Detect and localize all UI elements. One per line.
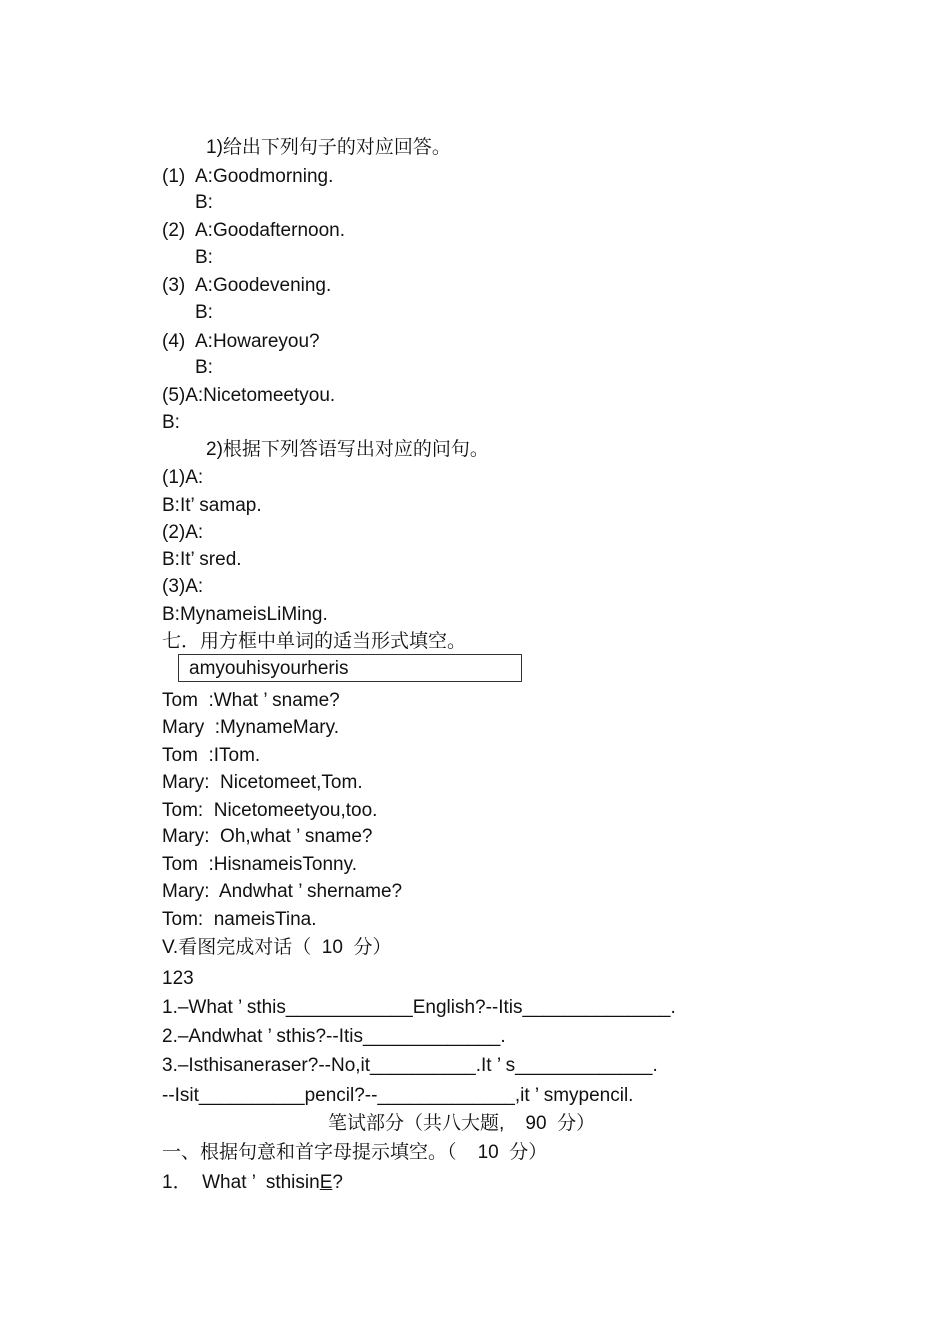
- section1-heading: 1)给出下列句子的对应回答。: [206, 137, 451, 158]
- item5-b: B:: [162, 412, 180, 433]
- dialogue-line: Tom :What ’ sname?: [162, 690, 340, 711]
- q1-prefix: 1． What ’ sthisin: [162, 1172, 320, 1193]
- item4-num: (4): [162, 331, 186, 352]
- item2-num: (2): [162, 220, 186, 241]
- dialogue-line: Tom: Nicetomeetyou,too.: [162, 800, 378, 821]
- s2-line: (1)A:: [162, 467, 204, 488]
- s2-line: B:It’ samap.: [162, 495, 262, 516]
- fill-line: 1.–What ’ sthis____________English?--Itis______________.: [162, 997, 676, 1018]
- fill-line: 2.–Andwhat ’ sthis?--Itis_____________.: [162, 1026, 506, 1047]
- dialogue-line: Mary: Andwhat ’ shername?: [162, 881, 403, 902]
- item1-a: A:Goodmorning.: [195, 166, 334, 187]
- s2-line: (3)A:: [162, 576, 204, 597]
- dialogue-line: Mary: Oh,what ’ sname?: [162, 826, 373, 847]
- dialogue-line: Tom :ITom.: [162, 745, 261, 766]
- item5-a: (5)A:Nicetomeetyou.: [162, 385, 336, 406]
- s2-line: B:MynameisLiMing.: [162, 604, 328, 625]
- item2-b: B:: [195, 247, 213, 268]
- picture-numbers: 123: [162, 968, 194, 989]
- section7-heading: 七．用方框中单词的适当形式填空。: [162, 631, 467, 652]
- q1-hint-letter: E: [319, 1172, 333, 1193]
- item3-num: (3): [162, 275, 186, 296]
- section5-heading: V.看图完成对话（ 10 分）: [162, 937, 392, 958]
- item3-b: B:: [195, 302, 213, 323]
- s2-line: (2)A:: [162, 522, 204, 543]
- question-1: [162, 1171, 343, 1195]
- dialogue-line: Tom :HisnameisTonny.: [162, 854, 357, 875]
- fill-line: 3.–Isthisaneraser?--No,it__________.It ’ s_____________.: [162, 1055, 658, 1076]
- s2-line: B:It’ sred.: [162, 549, 242, 570]
- item4-a: A:Howareyou?: [195, 331, 320, 352]
- item1-num: (1): [162, 166, 186, 187]
- item1-b: B:: [195, 192, 213, 213]
- dialogue-line: Mary: Nicetomeet,Tom.: [162, 772, 363, 793]
- word-box-text: amyouhisyourheris: [189, 658, 349, 679]
- q1-suffix: ?: [332, 1172, 343, 1193]
- word-box: [178, 654, 522, 682]
- written-section-heading: 笔试部分（共八大题, 90 分）: [328, 1113, 596, 1134]
- item3-a: A:Goodevening.: [195, 275, 332, 296]
- section2-heading: 2)根据下列答语写出对应的问句。: [206, 439, 489, 460]
- dialogue-line: Mary :MynameMary.: [162, 717, 340, 738]
- item4-b: B:: [195, 357, 213, 378]
- dialogue-line: Tom: nameisTina.: [162, 909, 317, 930]
- item2-a: A:Goodafternoon.: [195, 220, 345, 241]
- part1-heading: 一、根据句意和首字母提示填空。（ 10 分）: [162, 1142, 548, 1163]
- fill-line: --Isit__________pencil?--_____________,it ’ smypencil.: [162, 1085, 634, 1106]
